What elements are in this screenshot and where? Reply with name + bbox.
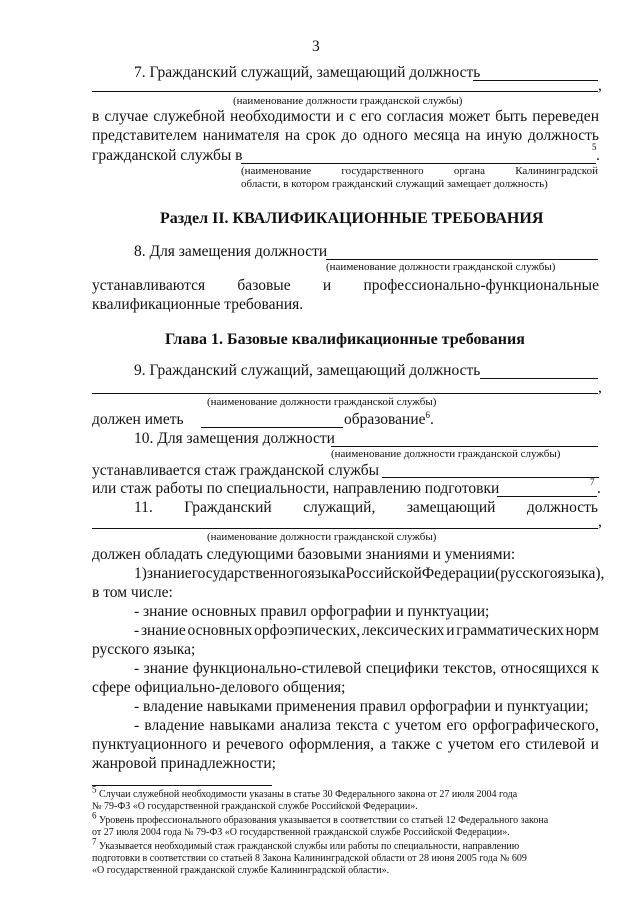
word: языка xyxy=(307,565,346,582)
bullet-5-line2 xyxy=(92,736,599,754)
word: одного xyxy=(362,127,408,144)
footnote-5 xyxy=(92,784,518,801)
p9-line2-start: должен иметь xyxy=(92,411,184,428)
footnote-mark: 7 xyxy=(92,836,97,847)
p7-line1: 7. Гражданский служащий, замещающий должность xyxy=(134,64,481,81)
word: на xyxy=(284,127,301,144)
word: знание xyxy=(143,660,189,677)
blank-line xyxy=(331,446,598,447)
p7-line4: гражданской службы в xyxy=(92,147,243,164)
word: быть xyxy=(495,108,528,125)
caption: области, в котором гражданский служащий замещает должность) xyxy=(241,178,548,190)
word: норм xyxy=(565,622,599,639)
footnote-6 xyxy=(92,810,549,827)
word: Федерации xyxy=(421,565,496,582)
blank-line xyxy=(92,528,598,529)
word: с xyxy=(382,717,390,734)
bullet-1: - знание основных правил орфографии и пунктуации; xyxy=(134,603,490,620)
word: специфики xyxy=(365,660,439,677)
bullet-3-line2: сфере официально-делового общения; xyxy=(92,679,346,696)
p7-line2 xyxy=(92,108,599,126)
word: учетом xyxy=(395,717,442,734)
bullet-2 xyxy=(134,622,599,640)
word: в xyxy=(92,108,100,125)
word: до xyxy=(341,127,358,144)
p7-line3 xyxy=(92,127,599,145)
p10-line3: или стаж работы по специальности, направлению подготовки xyxy=(92,480,500,497)
word: нанимателя xyxy=(202,127,280,144)
p8-line3: квалификационные требования. xyxy=(92,296,304,313)
word: пунктуационного xyxy=(92,736,208,753)
footnote-5-line2: № 79-ФЗ «О государственной гражданской службе Российской Федерации». xyxy=(92,801,418,812)
footnote-7-line1: Указывается необходимый стаж гражданской службы или работы по специальности, направлению xyxy=(99,841,520,852)
caption: (наименование должности гражданской службы) xyxy=(233,95,463,107)
word: (русского xyxy=(495,565,558,582)
word: месяца xyxy=(413,127,460,144)
blank-line xyxy=(382,477,599,478)
footnote-mark: 6 xyxy=(425,409,431,420)
bullet-2-line2: русского языка; xyxy=(92,641,196,658)
caption: (наименование должности гражданской службы) xyxy=(326,261,556,273)
blank-line xyxy=(201,427,343,428)
footnote-6-line1: Уровень профессионального образования указывается в соответствии со статьей 12 Федерального закона xyxy=(99,815,549,826)
blank-line xyxy=(480,378,598,379)
p8-line2 xyxy=(92,277,599,295)
word: - xyxy=(134,717,140,734)
word: основных xyxy=(187,622,253,639)
word: и xyxy=(590,736,599,753)
word: (наименование xyxy=(241,165,312,177)
word: переведен xyxy=(532,108,599,125)
footnote-mark: 5 xyxy=(592,142,597,152)
p10-line1: 10. Для замещения должности xyxy=(134,430,335,447)
word: должность xyxy=(526,499,598,516)
word: 11. xyxy=(134,499,153,516)
word: к xyxy=(591,660,599,677)
word: знание xyxy=(146,565,192,582)
word: случае xyxy=(104,108,149,125)
word: Гражданский xyxy=(184,499,272,516)
word: Калининградской xyxy=(515,165,598,177)
word: согласия xyxy=(386,108,444,125)
p11-item1 xyxy=(134,565,605,583)
p11-line1 xyxy=(134,499,598,517)
p9-line1: 9. Гражданский служащий, замещающий должность xyxy=(134,362,481,379)
word: языка), xyxy=(557,565,605,582)
blank-line xyxy=(92,393,598,394)
p11-line2: должен обладать следующими базовыми знаниями и умениями: xyxy=(92,546,516,563)
word: анализа xyxy=(279,717,332,734)
word: может xyxy=(448,108,491,125)
word: и xyxy=(446,622,455,639)
bullet-5 xyxy=(134,717,599,735)
word: учетом xyxy=(447,736,495,753)
word: с xyxy=(349,108,356,125)
word: служащий, xyxy=(303,499,376,516)
word: представителем xyxy=(92,127,198,144)
blank-line xyxy=(241,163,596,164)
word: устанавливаются xyxy=(92,277,206,294)
word: орфографического, xyxy=(472,717,599,734)
footnote-separator xyxy=(92,785,272,786)
footnote-7 xyxy=(92,836,520,853)
word: владение xyxy=(144,717,205,734)
word: оформления, xyxy=(288,736,375,753)
word: лексических xyxy=(361,622,445,639)
word: орфоэпических, xyxy=(254,622,361,639)
p9-education-word: образование xyxy=(344,411,426,428)
word: знание xyxy=(140,622,186,639)
word: функционально-стилевой xyxy=(192,660,362,677)
word: профессионально-функциональные xyxy=(363,277,599,294)
word: 1) xyxy=(134,565,147,582)
word: стилевой xyxy=(525,736,586,753)
word: - xyxy=(134,660,140,677)
word: - xyxy=(134,622,140,639)
word: а xyxy=(379,736,387,753)
footnote-5-line1: Случаи служебной необходимости указаны в статье 30 Федерального закона от 27 июля 2004 года xyxy=(99,789,518,800)
word: служебной xyxy=(153,108,226,125)
footnote-7-line3: «О государственной гражданской службе Калининградской области». xyxy=(92,865,390,876)
word: необходимости xyxy=(230,108,331,125)
footnote-mark: 7 xyxy=(590,477,595,487)
word: Российской xyxy=(345,565,422,582)
bullet-5-line3: жанровой принадлежности; xyxy=(92,755,276,772)
p9-line2-end xyxy=(344,411,434,429)
word: должность xyxy=(527,127,599,144)
word: с xyxy=(435,736,443,753)
blank-line xyxy=(473,80,598,81)
word: речевого xyxy=(226,736,284,753)
word: базовые xyxy=(237,277,291,294)
word: государственного xyxy=(341,165,424,177)
word: текста xyxy=(336,717,378,734)
word: иную xyxy=(486,127,523,144)
page-number: 3 xyxy=(312,38,320,55)
word: его xyxy=(446,717,468,734)
word: и xyxy=(322,277,332,294)
blank-line xyxy=(92,91,598,92)
chapter-title: Глава 1. Базовые квалификационные требования xyxy=(165,331,525,348)
word: органа xyxy=(453,165,485,177)
word: также xyxy=(391,736,431,753)
footnote-7-line2: подготовки в соответствии со статьей 8 Закона Калининградской области от 28 июня 2005 года № 609 xyxy=(92,853,527,864)
comma: , xyxy=(598,77,602,94)
word: и xyxy=(212,736,221,753)
comma: , xyxy=(598,513,602,530)
caption: (наименование должности гражданской службы) xyxy=(207,396,437,408)
period: . xyxy=(430,411,434,428)
footnote-mark: 5 xyxy=(92,784,97,795)
caption: (наименование должности гражданской службы) xyxy=(207,531,437,543)
p8-line1: 8. Для замещения должности xyxy=(134,243,328,260)
word: срок xyxy=(305,127,336,144)
word: государственного xyxy=(191,565,308,582)
section-title: Раздел II. КВАЛИФИКАЦИОННЫЕ ТРЕБОВАНИЯ xyxy=(160,210,544,227)
word: его xyxy=(499,736,521,753)
word: грамматических xyxy=(456,622,564,639)
period: . xyxy=(596,147,600,164)
word: относящихся xyxy=(500,660,588,677)
word: навыками xyxy=(209,717,275,734)
word: и xyxy=(335,108,345,125)
footnote-6-line2: от 27 июля 2004 года № 79-ФЗ «О государственной гражданской службе Российской Федерации». xyxy=(92,827,510,838)
blank-line xyxy=(326,259,598,260)
caption xyxy=(241,165,598,178)
p10-line2: устанавливается стаж гражданской службы xyxy=(92,462,380,479)
bullet-4: - владение навыками применения правил орфографии и пунктуации; xyxy=(134,698,589,715)
blank-line xyxy=(497,496,597,497)
footnote-mark: 6 xyxy=(92,810,97,821)
caption: (наименование должности гражданской службы) xyxy=(331,448,561,460)
bullet-3 xyxy=(134,660,599,678)
word: его xyxy=(360,108,382,125)
word: текстов, xyxy=(443,660,497,677)
p11-item1-line2: в том числе: xyxy=(92,584,173,601)
comma: , xyxy=(598,379,602,396)
word: на xyxy=(465,127,481,144)
period: . xyxy=(597,480,601,497)
word: замещающий xyxy=(406,499,496,516)
